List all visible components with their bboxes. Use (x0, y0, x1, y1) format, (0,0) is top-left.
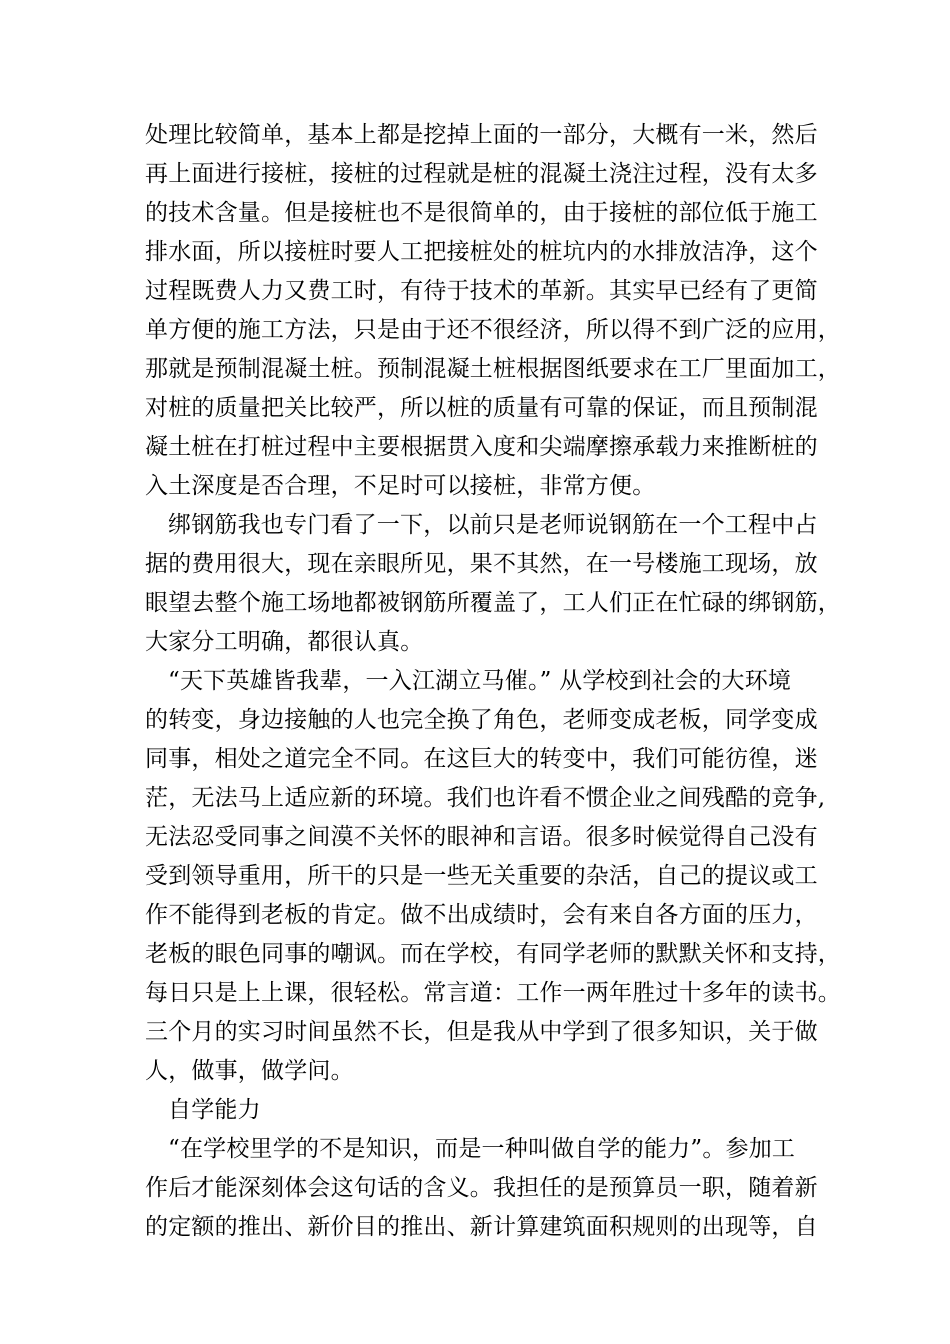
section-heading: 自学能力 (168, 1097, 261, 1123)
text-line: 作不能得到老板的肯定。做不出成绩时，会有来自各方面的压力， (145, 902, 818, 928)
text-line: 人，做事，做学问。 (145, 1058, 354, 1084)
text-line: 的定额的推出、新价目的推出、新计算建筑面积规则的出现等，自 (145, 1214, 818, 1240)
text-line: 排水面，所以接桩时要人工把接桩处的桩坑内的水排放洁净，这个 (145, 239, 818, 265)
text-line: 据的费用很大，现在亲眼所见，果不其然，在一号楼施工现场，放 (145, 551, 818, 577)
text-line: 凝土桩在打桩过程中主要根据贯入度和尖端摩擦承载力来推断桩的 (145, 434, 818, 460)
paragraph-start-line: 绑钢筋我也专门看了一下，以前只是老师说钢筋在一个工程中占 (168, 512, 818, 538)
text-line: 处理比较简单，基本上都是挖掉上面的一部分，大概有一米，然后 (145, 122, 818, 148)
text-line: 无法忍受同事之间漠不关怀的眼神和言语。很多时候觉得自己没有 (145, 824, 818, 850)
text-line: 过程既费人力又费工时，有待于技术的革新。其实早已经有了更简 (145, 278, 818, 304)
text-line: 再上面进行接桩，接桩的过程就是桩的混凝土浇注过程，没有太多 (145, 161, 818, 187)
text-line: 同事，相处之道完全不同。在这巨大的转变中，我们可能彷徨，迷 (145, 746, 818, 772)
text-line: 三个月的实习时间虽然不长，但是我从中学到了很多知识，关于做 (145, 1019, 818, 1045)
text-line: 受到领导重用，所干的只是一些无关重要的杂活，自己的提议或工 (145, 863, 818, 889)
text-line: 的转变，身边接触的人也完全换了角色，老师变成老板，同学变成 (145, 707, 818, 733)
text-line: 单方便的施工方法，只是由于还不很经济，所以得不到广泛的应用， (145, 317, 841, 343)
text-line: 每日只是上上课，很轻松。常言道：工作一两年胜过十多年的读书。 (145, 980, 841, 1006)
text-line: 作后才能深刻体会这句话的含义。我担任的是预算员一职，随着新 (145, 1175, 818, 1201)
text-line: 茫，无法马上适应新的环境。我们也许看不惯企业之间残酷的竞争, (145, 785, 826, 811)
text-line: 老板的眼色同事的嘲讽。而在学校，有同学老师的默默关怀和支持， (145, 941, 841, 967)
paragraph-start-line: “天下英雄皆我辈，一入江湖立马催。” 从学校到社会的大环境 (168, 668, 792, 694)
text-line: 眼望去整个施工场地都被钢筋所覆盖了，工人们正在忙碌的绑钢筋， (145, 590, 841, 616)
text-line: 的技术含量。但是接桩也不是很简单的，由于接桩的部位低于施工 (145, 200, 818, 226)
text-line: 大家分工明确，都很认真。 (145, 629, 424, 655)
text-line: 那就是预制混凝土桩。预制混凝土桩根据图纸要求在工厂里面加工， (145, 356, 841, 382)
text-line: 入土深度是否合理，不足时可以接桩，非常方便。 (145, 473, 656, 499)
text-line: 对桩的质量把关比较严，所以桩的质量有可靠的保证，而且预制混 (145, 395, 818, 421)
paragraph-start-line: “在学校里学的不是知识，而是一种叫做自学的能力”。参加工 (168, 1136, 796, 1162)
